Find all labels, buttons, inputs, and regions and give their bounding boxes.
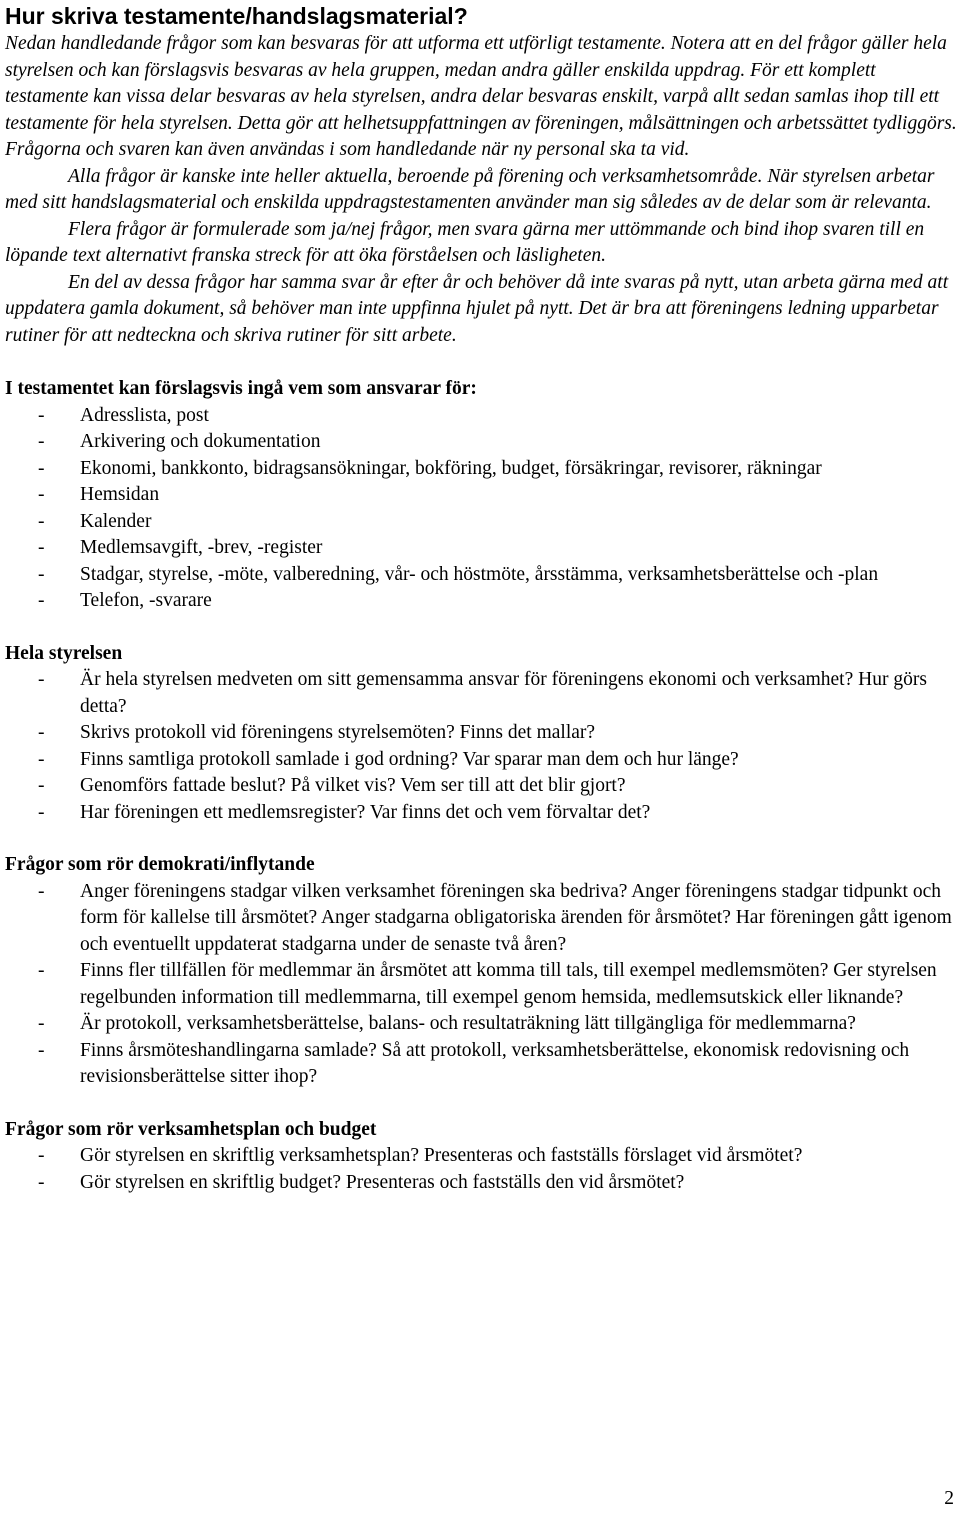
dash-mark: - xyxy=(38,1013,45,1034)
dash-mark: - xyxy=(38,537,45,558)
list-item-text: Arkivering och dokumentation xyxy=(80,431,321,452)
list-item-text: Skrivs protokoll vid föreningens styrelsemöten? Finns det mallar? xyxy=(80,722,596,743)
list-item-text: Gör styrelsen en skriftlig verksamhetsplan? Presenteras och fastställs förslaget vid årsmötet? xyxy=(80,1145,803,1166)
list-item xyxy=(5,1011,957,1038)
section-responsibilities xyxy=(5,376,957,615)
item-list xyxy=(5,1143,957,1196)
section-heading: I testamentet kan förslagsvis ingå vem som ansvarar för: xyxy=(5,378,477,399)
dash-mark: - xyxy=(38,960,45,981)
section-heading: Frågor som rör demokrati/inflytande xyxy=(5,854,315,875)
list-item-text: Ekonomi, bankkonto, bidragsansökningar, bokföring, budget, försäkringar, revisorer, räkningar xyxy=(80,457,822,479)
list-item xyxy=(5,509,957,536)
list-item-text: Är protokoll, verksamhetsberättelse, balans- och resultaträkning lätt tillgängliga för medlemmarna? xyxy=(80,1013,856,1034)
dash-mark: - xyxy=(38,748,45,770)
list-item-text: Kalender xyxy=(80,510,152,532)
item-list xyxy=(5,667,957,826)
list-item xyxy=(5,720,957,747)
intro-text xyxy=(5,31,957,349)
list-item xyxy=(5,1143,957,1170)
section-verksamhetsplan-budget xyxy=(5,1117,957,1197)
list-item xyxy=(5,879,957,959)
page-number: 2 xyxy=(944,1488,954,1509)
item-list xyxy=(5,879,957,1091)
list-item-text: Telefon, -svarare xyxy=(80,590,212,611)
list-item xyxy=(5,800,957,827)
dash-mark: - xyxy=(38,404,45,426)
document-page xyxy=(5,0,957,1196)
dash-mark: - xyxy=(38,457,45,479)
dash-mark: - xyxy=(38,1171,45,1193)
section-heading: Frågor som rör verksamhetsplan och budget xyxy=(5,1118,377,1140)
intro-paragraph: Nedan handledande frågor som kan besvaras för att utforma ett utförligt testamente. Notera att en del frågor gäller hela styrelsen och kan förslagsvis besvaras av hela gruppen, medan andra gäller enskilda uppdrag. För ett komplett testamente kan vissa delar besvaras av hela styrelsen, andra delar besvaras enskilt, varpå allt sedan samlas ihop till ett testamente för hela styrelsen. Detta gör att helhetsuppfattningen av föreningen, målsättningen och arbetssättet tydliggörs. Frågorna och svaren kan även användas i som handledande när ny personal ska ta vid. xyxy=(5,33,957,160)
list-item xyxy=(5,747,957,774)
list-item xyxy=(5,456,957,483)
intro-paragraph: En del av dessa frågor har samma svar år efter år och behöver då inte svaras på nytt, utan arbeta gärna med att uppdatera gamla dokument, så behöver man inte uppfinna hjulet på nytt. Det är bra att föreningens ledning upparbetar rutiner för att nedteckna och skriva rutiner för sitt arbete. xyxy=(5,271,949,346)
list-item-text: Gör styrelsen en skriftlig budget? Presenteras och fastställs den vid årsmötet? xyxy=(80,1171,685,1193)
list-item xyxy=(5,535,957,562)
dash-mark: - xyxy=(38,1039,45,1061)
item-list xyxy=(5,403,957,615)
list-item-text: Finns årsmöteshandlingarna samlade? Så att protokoll, verksamhetsberättelse, ekonomisk redovisning och revisionsberättelse sitter ihop? xyxy=(80,1039,910,1087)
dash-mark: - xyxy=(38,590,45,611)
list-item-text: Finns samtliga protokoll samlade i god ordning? Var sparar man dem och hur länge? xyxy=(80,748,739,770)
list-item xyxy=(5,482,957,509)
list-item-text: Anger föreningens stadgar vilken verksamhet föreningen ska bedriva? Anger föreningens stadgar tidpunkt och form för kallelse till årsmötet? Anger stadgarna obligatoriska ärenden för årsmötet? Har föreningen gått igenom och eventuellt uppdaterat stadgarna under de senaste två åren? xyxy=(80,880,952,955)
list-item xyxy=(5,1038,957,1091)
dash-mark: - xyxy=(38,1145,45,1166)
dash-mark: - xyxy=(38,510,45,532)
section-hela-styrelsen xyxy=(5,641,957,827)
intro-paragraph: Flera frågor är formulerade som ja/nej frågor, men svara gärna mer uttömmande och bind ihop svaren till en löpande text alternativt franska streck för att öka förståelsen och läsligheten. xyxy=(5,218,925,266)
section-demokrati-inflytande xyxy=(5,852,957,1091)
list-item xyxy=(5,403,957,430)
list-item xyxy=(5,562,957,589)
list-item-text: Är hela styrelsen medveten om sitt gemensamma ansvar för föreningens ekonomi och verksamhet? Hur görs detta? xyxy=(80,669,927,717)
list-item xyxy=(5,773,957,800)
list-item-text: Medlemsavgift, -brev, -register xyxy=(80,537,323,558)
list-item-text: Har föreningen ett medlemsregister? Var finns det och vem förvaltar det? xyxy=(80,801,651,823)
intro-paragraph: Alla frågor är kanske inte heller aktuella, beroende på förening och verksamhetsområde. När styrelsen arbetar med sitt handslagsmaterial och enskilda uppdragstestamenten använder man sig således av de delar som är relevanta. xyxy=(5,165,935,213)
dash-mark: - xyxy=(38,484,45,505)
list-item-text: Hemsidan xyxy=(80,484,160,505)
list-item-text: Finns fler tillfällen för medlemmar än årsmötet att komma till tals, till exempel medlemsmöten? Ger styrelsen regelbunden information till medlemmarna, till exempel genom hemsida, medlemsutskick eller liknande? xyxy=(80,960,937,1008)
dash-mark: - xyxy=(38,722,45,743)
list-item xyxy=(5,958,957,1011)
list-item xyxy=(5,667,957,720)
list-item-text: Genomförs fattade beslut? På vilket vis? Vem ser till att det blir gjort? xyxy=(80,775,626,796)
document-title: Hur skriva testamente/handslagsmaterial? xyxy=(5,3,468,29)
dash-mark: - xyxy=(38,431,45,452)
dash-mark: - xyxy=(38,669,45,690)
list-item xyxy=(5,1170,957,1197)
list-item-text: Adresslista, post xyxy=(80,404,209,426)
dash-mark: - xyxy=(38,563,45,585)
list-item xyxy=(5,429,957,456)
dash-mark: - xyxy=(38,801,45,823)
dash-mark: - xyxy=(38,775,45,796)
dash-mark: - xyxy=(38,880,45,902)
section-heading: Hela styrelsen xyxy=(5,642,123,664)
list-item xyxy=(5,588,957,615)
list-item-text: Stadgar, styrelse, -möte, valberedning, vår- och höstmöte, årsstämma, verksamhetsberättelse och -plan xyxy=(80,563,879,585)
